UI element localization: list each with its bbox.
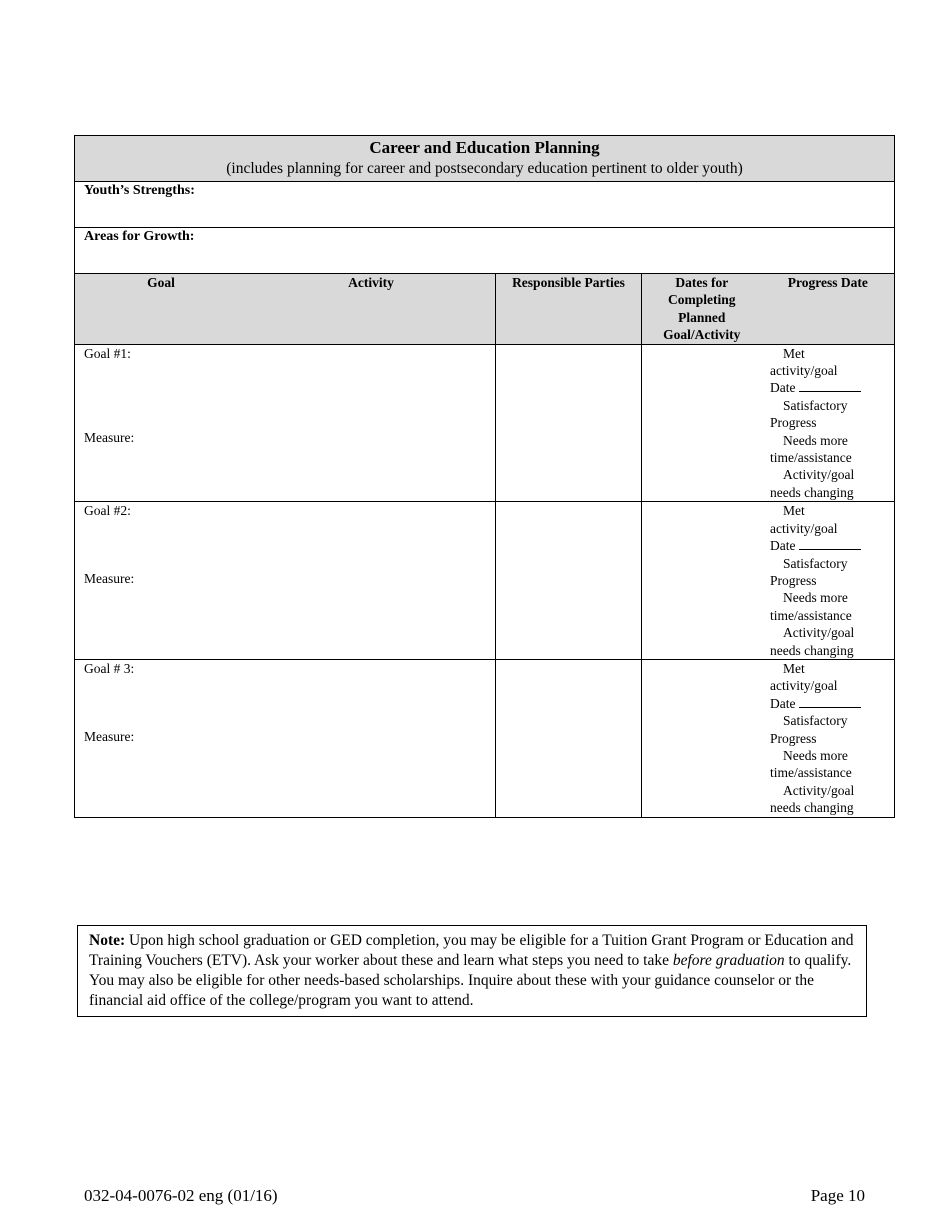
goal-1-responsible-cell[interactable]: [496, 344, 642, 502]
satisfactory-option[interactable]: Satisfactory: [783, 555, 848, 571]
goal-column-header: Goal: [147, 275, 175, 290]
responsible-column-header: Responsible Parties: [496, 274, 642, 345]
goal-2-dates-cell[interactable]: [642, 502, 760, 659]
met-option[interactable]: Met: [783, 503, 805, 519]
goal-2-progress: Met activity/goal Date Satisfactory Progress Needs more time/assistance Activity/goal needs changing: [760, 502, 861, 659]
goal-3-dates-cell[interactable]: [642, 660, 760, 817]
date-option[interactable]: Date: [770, 379, 861, 396]
goal-1-cell[interactable]: [75, 344, 496, 502]
goal-1-dates-progress-cell: [642, 344, 895, 502]
growth-field[interactable]: [75, 228, 895, 274]
table-header: [75, 136, 895, 182]
goal-2-dates-progress-cell: [642, 502, 895, 660]
satisfactory-option[interactable]: Satisfactory: [783, 713, 848, 729]
goal-1-dates-cell[interactable]: [642, 345, 760, 502]
date-option[interactable]: Date: [770, 537, 861, 554]
needs-more-option[interactable]: Needs more: [783, 432, 848, 448]
goal-3-cell[interactable]: [75, 659, 496, 817]
goal-2-responsible-cell[interactable]: [496, 502, 642, 660]
progress-column-header: Progress Date: [787, 275, 868, 290]
met-option[interactable]: Met: [783, 660, 805, 676]
dates-progress-header: [642, 274, 895, 345]
form-number: 032-04-0076-02 eng (01/16): [84, 1186, 278, 1205]
activity-column-header: Activity: [348, 275, 394, 290]
goal-1-progress: Met activity/goal Date Satisfactory Progress Needs more time/assistance Activity/goal needs changing: [760, 345, 861, 502]
goal-2-label: Goal #2:: [84, 503, 131, 519]
note-box: [77, 925, 867, 1017]
needs-changing-option[interactable]: Activity/goal: [783, 467, 855, 483]
dates-column-header: Dates for Completing Planned Goal/Activity: [663, 275, 741, 343]
goal-3-dates-progress-cell: [642, 659, 895, 817]
goal-3-responsible-cell[interactable]: [496, 659, 642, 817]
strengths-field[interactable]: [75, 182, 895, 228]
goal-1-label: Goal #1:: [84, 345, 131, 361]
needs-changing-option[interactable]: Activity/goal: [783, 782, 855, 798]
note-emphasis: before graduation: [672, 952, 785, 969]
needs-more-option[interactable]: Needs more: [783, 747, 848, 763]
note-text-1: Upon high school graduation or GED completion, you may be eligible for a Tuition Grant Program or Education and Training Vouchers (ETV). Ask your worker about these and learn what steps you need to take: [89, 932, 854, 969]
page-number: Page 10: [810, 1186, 865, 1205]
note-text-2: to qualify. You may also be eligible for other needs-based scholarships. Inquire about these with your guidance counselor or the financial aid office of the college/program you want to attend.: [89, 952, 852, 1009]
goal-3-measure: Measure:: [84, 728, 135, 744]
date-option[interactable]: Date: [770, 695, 861, 712]
page-title: Career and Education Planning: [369, 138, 600, 157]
goal-1-measure: Measure:: [84, 429, 135, 445]
satisfactory-option[interactable]: Satisfactory: [783, 397, 848, 413]
career-planning-table: [74, 135, 895, 818]
needs-more-option[interactable]: Needs more: [783, 590, 848, 606]
goal-3-progress: Met activity/goal Date Satisfactory Progress Needs more time/assistance Activity/goal needs changing: [760, 660, 861, 817]
note-label: Note:: [89, 932, 126, 949]
strengths-label: Youth’s Strengths:: [84, 183, 195, 198]
goal-2-measure: Measure:: [84, 571, 135, 587]
page-subtitle: (includes planning for career and postsecondary education pertinent to older youth): [226, 160, 743, 177]
goal-2-cell[interactable]: [75, 502, 496, 660]
needs-changing-option[interactable]: Activity/goal: [783, 625, 855, 641]
met-option[interactable]: Met: [783, 345, 805, 361]
goal-3-label: Goal # 3:: [84, 660, 135, 676]
growth-label: Areas for Growth:: [84, 229, 195, 244]
goal-activity-header: [75, 274, 496, 345]
